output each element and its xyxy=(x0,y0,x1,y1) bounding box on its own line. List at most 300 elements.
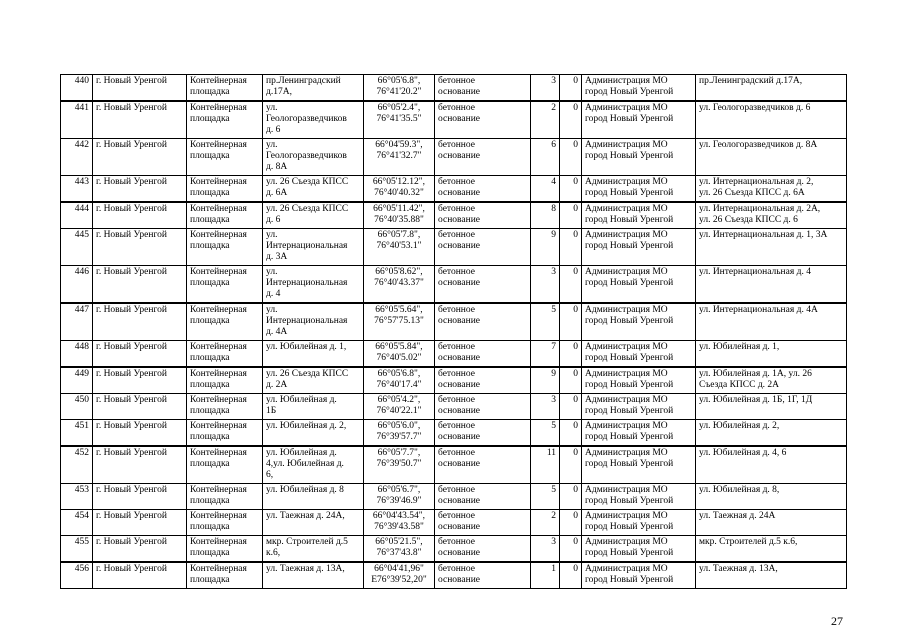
coordinates-cell xyxy=(364,394,435,420)
cell-line: ул. Таежная д. 13А, xyxy=(699,564,778,574)
cell-line: город Новый Уренгой xyxy=(585,432,674,442)
surface-cell xyxy=(435,341,531,368)
coordinates-cell xyxy=(364,341,435,368)
owner-cell xyxy=(582,176,696,203)
site-type-cell xyxy=(187,266,263,304)
cell-line: Администрация МО xyxy=(585,511,668,521)
surface-cell xyxy=(435,367,531,394)
surface-cell xyxy=(435,394,531,420)
waste-sources-cell xyxy=(696,229,847,266)
cell-line: мкр. Строителей д.5 xyxy=(266,537,348,547)
owner-cell xyxy=(582,367,696,394)
cell-line: д. 4А xyxy=(266,327,288,337)
city-cell: г. Новый Уренгой xyxy=(93,229,187,266)
coordinates-cell xyxy=(364,139,435,176)
cell-line: город Новый Уренгой xyxy=(585,151,674,161)
city-cell: г. Новый Уренгой xyxy=(93,394,187,420)
site-type-cell xyxy=(187,202,263,229)
cell-line: Администрация МО xyxy=(585,305,668,315)
cell-line: ул. xyxy=(266,230,278,240)
city-cell: г. Новый Уренгой xyxy=(93,266,187,304)
cell-line: бетонное xyxy=(438,564,475,574)
cell-line: Администрация МО xyxy=(585,177,668,187)
cell-line: Администрация МО xyxy=(585,204,668,214)
cell-line: город Новый Уренгой xyxy=(585,114,674,124)
container-count-cell: 3 xyxy=(531,75,560,102)
container-count-cell: 1 xyxy=(531,562,560,589)
cell-line: бетонное xyxy=(438,76,475,86)
cell-line: бетонное xyxy=(438,511,475,521)
cell-line: Администрация МО xyxy=(585,564,668,574)
table-row xyxy=(61,536,847,563)
table-row xyxy=(61,303,847,341)
cell-line: 76°40'53.1" xyxy=(376,241,422,251)
surface-cell xyxy=(435,562,531,589)
cell-line: Контейнерная xyxy=(190,564,247,574)
cell-line: 76°41'32.7" xyxy=(376,151,422,161)
volume-cell: 0 xyxy=(560,341,582,368)
surface-cell xyxy=(435,101,531,139)
surface-cell xyxy=(435,75,531,102)
address-cell xyxy=(263,303,364,341)
table-row xyxy=(61,341,847,368)
cell-line: 66°05'6.8", xyxy=(377,76,421,86)
waste-sources-cell xyxy=(696,510,847,536)
volume-cell: 0 xyxy=(560,139,582,176)
cell-line: 76°39'57.7" xyxy=(376,432,422,442)
cell-line: основание xyxy=(438,353,480,363)
owner-cell xyxy=(582,484,696,510)
waste-sources-cell xyxy=(696,139,847,176)
cell-line: Контейнерная xyxy=(190,421,247,431)
city-cell: г. Новый Уренгой xyxy=(93,367,187,394)
cell-line: площадка xyxy=(190,114,230,124)
cell-line: город Новый Уренгой xyxy=(585,459,674,469)
city-cell: г. Новый Уренгой xyxy=(93,484,187,510)
row-number-cell: 454 xyxy=(61,510,93,536)
address-cell xyxy=(263,101,364,139)
city-cell: г. Новый Уренгой xyxy=(93,446,187,484)
cell-line: E76°39'52,20" xyxy=(371,575,427,585)
cell-line: Контейнерная xyxy=(190,342,247,352)
cell-line: бетонное xyxy=(438,177,475,187)
row-number-cell: 451 xyxy=(61,420,93,447)
cell-line: ул. Юбилейная д. 8 xyxy=(266,485,344,495)
cell-line: 66°05'11.42", xyxy=(373,204,425,214)
address-cell xyxy=(263,229,364,266)
coordinates-cell xyxy=(364,484,435,510)
cell-line: пр.Ленинградский д.17А, xyxy=(699,76,803,86)
surface-cell xyxy=(435,176,531,203)
cell-line: ул. Юбилейная д. 4, 6 xyxy=(699,448,787,458)
site-type-cell xyxy=(187,75,263,102)
container-count-cell: 9 xyxy=(531,229,560,266)
city-cell: г. Новый Уренгой xyxy=(93,341,187,368)
surface-cell xyxy=(435,484,531,510)
owner-cell xyxy=(582,446,696,484)
city-cell: г. Новый Уренгой xyxy=(93,75,187,102)
cell-line: 66°05'6.0", xyxy=(377,421,421,431)
row-number-cell: 449 xyxy=(61,367,93,394)
owner-cell xyxy=(582,303,696,341)
container-count-cell: 11 xyxy=(531,446,560,484)
address-cell xyxy=(263,341,364,368)
cell-line: Администрация МО xyxy=(585,140,668,150)
volume-cell: 0 xyxy=(560,510,582,536)
table-row xyxy=(61,202,847,229)
surface-cell xyxy=(435,303,531,341)
owner-cell xyxy=(582,536,696,563)
volume-cell: 0 xyxy=(560,101,582,139)
cell-line: Контейнерная xyxy=(190,537,247,547)
cell-line: Контейнерная xyxy=(190,485,247,495)
cell-line: ул. Геологоразведчиков д. 6 xyxy=(699,103,811,113)
address-cell xyxy=(263,266,364,304)
row-number-cell: 440 xyxy=(61,75,93,102)
cell-line: мкр. Строителей д.5 к.6, xyxy=(699,537,798,547)
cell-line: Администрация МО xyxy=(585,537,668,547)
cell-line: пр.Ленинградский xyxy=(266,76,341,86)
waste-sources-cell xyxy=(696,202,847,229)
cell-line: город Новый Уренгой xyxy=(585,215,674,225)
cell-line: бетонное xyxy=(438,537,475,547)
cell-line: 66°05'6.7", xyxy=(377,485,421,495)
cell-line: Контейнерная xyxy=(190,305,247,315)
cell-line: ул. Юбилейная д. 1, xyxy=(266,342,347,352)
owner-cell xyxy=(582,139,696,176)
cell-line: ул. Интернациональная д. 2, xyxy=(699,177,814,187)
city-cell: г. Новый Уренгой xyxy=(93,176,187,203)
cell-line: основание xyxy=(438,114,480,124)
cell-line: площадка xyxy=(190,241,230,251)
surface-cell xyxy=(435,266,531,304)
owner-cell xyxy=(582,562,696,589)
city-cell: г. Новый Уренгой xyxy=(93,303,187,341)
cell-line: ул. Юбилейная д. 8, xyxy=(699,485,780,495)
cell-line: ул. Юбилейная д. xyxy=(266,448,337,458)
cell-line: 66°05'7.7", xyxy=(377,448,421,458)
address-cell xyxy=(263,484,364,510)
cell-line: город Новый Уренгой xyxy=(585,522,674,532)
cell-line: 66°05'21.5", xyxy=(375,537,423,547)
site-type-cell xyxy=(187,341,263,368)
cell-line: бетонное xyxy=(438,448,475,458)
container-count-cell: 5 xyxy=(531,303,560,341)
cell-line: Интернациональная xyxy=(266,316,348,326)
cell-line: площадка xyxy=(190,459,230,469)
site-type-cell xyxy=(187,101,263,139)
cell-line: город Новый Уренгой xyxy=(585,575,674,585)
cell-line: ул. Интернациональная д. 2А, xyxy=(699,204,821,214)
cell-line: 76°41'35.5" xyxy=(376,114,422,124)
row-number-cell: 452 xyxy=(61,446,93,484)
address-cell xyxy=(263,367,364,394)
cell-line: ул. Юбилейная д. 2, xyxy=(699,421,780,431)
address-cell xyxy=(263,420,364,447)
waste-sources-cell xyxy=(696,303,847,341)
row-number-cell: 455 xyxy=(61,536,93,563)
cell-line: ул. Юбилейная д. 1Б, 1Г, 1Д xyxy=(699,395,813,405)
coordinates-cell xyxy=(364,176,435,203)
coordinates-cell xyxy=(364,536,435,563)
cell-line: 76°40'5.02" xyxy=(376,353,422,363)
container-count-cell: 7 xyxy=(531,341,560,368)
table-row xyxy=(61,510,847,536)
cell-line: ул. Интернациональная д. 1, 3А xyxy=(699,230,828,240)
cell-line: Администрация МО xyxy=(585,448,668,458)
coordinates-cell xyxy=(364,229,435,266)
cell-line: 76°57'75.13" xyxy=(374,316,424,326)
row-number-cell: 441 xyxy=(61,101,93,139)
waste-sources-cell xyxy=(696,446,847,484)
site-type-cell xyxy=(187,229,263,266)
site-type-cell xyxy=(187,420,263,447)
coordinates-cell xyxy=(364,510,435,536)
cell-line: основание xyxy=(438,215,480,225)
cell-line: ул. 26 Съезда КПСС xyxy=(266,177,349,187)
cell-line: 66°05'4.2", xyxy=(377,395,421,405)
site-type-cell xyxy=(187,484,263,510)
row-number-cell: 444 xyxy=(61,202,93,229)
address-cell xyxy=(263,562,364,589)
city-cell: г. Новый Уренгой xyxy=(93,420,187,447)
owner-cell xyxy=(582,420,696,447)
volume-cell: 0 xyxy=(560,420,582,447)
waste-sources-cell xyxy=(696,420,847,447)
cell-line: Администрация МО xyxy=(585,230,668,240)
container-count-cell: 8 xyxy=(531,202,560,229)
address-cell xyxy=(263,75,364,102)
cell-line: площадка xyxy=(190,575,230,585)
row-number-cell: 446 xyxy=(61,266,93,304)
cell-line: город Новый Уренгой xyxy=(585,353,674,363)
row-number-cell: 443 xyxy=(61,176,93,203)
coordinates-cell xyxy=(364,303,435,341)
cell-line: бетонное xyxy=(438,103,475,113)
cell-line: площадка xyxy=(190,316,230,326)
cell-line: бетонное xyxy=(438,421,475,431)
registry-table xyxy=(60,74,847,589)
cell-line: основание xyxy=(438,548,480,558)
cell-line: 76°39'50.7" xyxy=(376,459,422,469)
address-cell xyxy=(263,176,364,203)
cell-line: Администрация МО xyxy=(585,369,668,379)
cell-line: Контейнерная xyxy=(190,511,247,521)
cell-line: 76°41'20.2" xyxy=(376,87,422,97)
cell-line: 66°04'41,96" xyxy=(374,564,424,574)
cell-line: Контейнерная xyxy=(190,395,247,405)
cell-line: площадка xyxy=(190,548,230,558)
container-count-cell: 2 xyxy=(531,101,560,139)
site-type-cell xyxy=(187,394,263,420)
container-count-cell: 4 xyxy=(531,176,560,203)
table-row xyxy=(61,75,847,102)
cell-line: площадка xyxy=(190,353,230,363)
cell-line: Администрация МО xyxy=(585,485,668,495)
cell-line: д. 2А xyxy=(266,380,288,390)
cell-line: 76°40'22.1" xyxy=(376,406,422,416)
cell-line: основание xyxy=(438,575,480,585)
cell-line: ул. Таежная д. 24А, xyxy=(266,511,345,521)
coordinates-cell xyxy=(364,562,435,589)
table-row xyxy=(61,394,847,420)
cell-line: Интернациональная xyxy=(266,241,348,251)
volume-cell: 0 xyxy=(560,202,582,229)
row-number-cell: 447 xyxy=(61,303,93,341)
cell-line: д. 6 xyxy=(266,215,281,225)
surface-cell xyxy=(435,139,531,176)
cell-line: 66°05'7.8", xyxy=(377,230,421,240)
surface-cell xyxy=(435,229,531,266)
cell-line: 76°40'35.88" xyxy=(374,215,424,225)
page-number: 27 xyxy=(831,614,843,628)
cell-line: город Новый Уренгой xyxy=(585,278,674,288)
container-count-cell: 3 xyxy=(531,394,560,420)
cell-line: площадка xyxy=(190,406,230,416)
cell-line: площадка xyxy=(190,188,230,198)
cell-line: 76°39'46.9" xyxy=(376,496,422,506)
cell-line: ул. Юбилейная д. 2, xyxy=(266,421,347,431)
cell-line: Администрация МО xyxy=(585,395,668,405)
cell-line: 66°04'43.54", xyxy=(372,511,426,521)
row-number-cell: 445 xyxy=(61,229,93,266)
row-number-cell: 456 xyxy=(61,562,93,589)
container-count-cell: 6 xyxy=(531,139,560,176)
cell-line: основание xyxy=(438,432,480,442)
waste-sources-cell xyxy=(696,101,847,139)
city-cell: г. Новый Уренгой xyxy=(93,101,187,139)
volume-cell: 0 xyxy=(560,176,582,203)
cell-line: Контейнерная xyxy=(190,140,247,150)
city-cell: г. Новый Уренгой xyxy=(93,562,187,589)
cell-line: 1Б xyxy=(266,406,277,416)
cell-line: площадка xyxy=(190,432,230,442)
cell-line: Контейнерная xyxy=(190,267,247,277)
cell-line: бетонное xyxy=(438,342,475,352)
site-type-cell xyxy=(187,510,263,536)
cell-line: ул. xyxy=(266,140,278,150)
address-cell xyxy=(263,139,364,176)
surface-cell xyxy=(435,446,531,484)
table-row xyxy=(61,562,847,589)
waste-sources-cell xyxy=(696,484,847,510)
surface-cell xyxy=(435,420,531,447)
cell-line: основание xyxy=(438,406,480,416)
cell-line: основание xyxy=(438,459,480,469)
site-type-cell xyxy=(187,367,263,394)
cell-line: ул. Юбилейная д. 1А, ул. 26 xyxy=(699,369,812,379)
cell-line: д. 6 xyxy=(266,125,281,135)
cell-line: бетонное xyxy=(438,395,475,405)
volume-cell: 0 xyxy=(560,446,582,484)
cell-line: основание xyxy=(438,316,480,326)
table-row xyxy=(61,176,847,203)
cell-line: 76°40'40.32" xyxy=(374,188,424,198)
cell-line: ул. xyxy=(266,267,278,277)
owner-cell xyxy=(582,229,696,266)
cell-line: Администрация МО xyxy=(585,103,668,113)
cell-line: Администрация МО xyxy=(585,76,668,86)
coordinates-cell xyxy=(364,202,435,229)
cell-line: город Новый Уренгой xyxy=(585,496,674,506)
cell-line: город Новый Уренгой xyxy=(585,87,674,97)
volume-cell: 0 xyxy=(560,266,582,304)
volume-cell: 0 xyxy=(560,562,582,589)
cell-line: 66°04'59.3", xyxy=(375,140,423,150)
container-count-cell: 3 xyxy=(531,266,560,304)
table-body xyxy=(61,75,847,589)
cell-line: ул. Таежная д. 13А, xyxy=(266,564,345,574)
cell-line: площадка xyxy=(190,496,230,506)
owner-cell xyxy=(582,75,696,102)
cell-line: ул. 26 Съезда КПСС д. 6 xyxy=(699,215,798,225)
cell-line: 6, xyxy=(266,470,274,480)
cell-line: 66°05'12.12", xyxy=(372,177,426,187)
waste-sources-cell xyxy=(696,176,847,203)
site-type-cell xyxy=(187,446,263,484)
cell-line: бетонное xyxy=(438,485,475,495)
cell-line: бетонное xyxy=(438,369,475,379)
cell-line: Геологоразведчиков xyxy=(266,151,347,161)
cell-line: Администрация МО xyxy=(585,421,668,431)
cell-line: 76°39'43.58" xyxy=(374,522,424,532)
owner-cell xyxy=(582,394,696,420)
cell-line: бетонное xyxy=(438,140,475,150)
city-cell: г. Новый Уренгой xyxy=(93,510,187,536)
coordinates-cell xyxy=(364,367,435,394)
site-type-cell xyxy=(187,303,263,341)
owner-cell xyxy=(582,510,696,536)
cell-line: основание xyxy=(438,241,480,251)
coordinates-cell xyxy=(364,420,435,447)
cell-line: основание xyxy=(438,496,480,506)
cell-line: ул. 26 Съезда КПСС xyxy=(266,204,349,214)
cell-line: город Новый Уренгой xyxy=(585,406,674,416)
cell-line: основание xyxy=(438,522,480,532)
cell-line: ул. Юбилейная д. 1, xyxy=(699,342,780,352)
cell-line: бетонное xyxy=(438,204,475,214)
container-count-cell: 9 xyxy=(531,367,560,394)
volume-cell: 0 xyxy=(560,229,582,266)
cell-line: 76°40'43.37" xyxy=(374,278,424,288)
coordinates-cell xyxy=(364,446,435,484)
cell-line: город Новый Уренгой xyxy=(585,316,674,326)
cell-line: Интернациональная xyxy=(266,278,348,288)
cell-line: Контейнерная xyxy=(190,103,247,113)
surface-cell xyxy=(435,510,531,536)
row-number-cell: 442 xyxy=(61,139,93,176)
owner-cell xyxy=(582,101,696,139)
row-number-cell: 453 xyxy=(61,484,93,510)
cell-line: ул. Таежная д. 24А xyxy=(699,511,776,521)
city-cell: г. Новый Уренгой xyxy=(93,202,187,229)
waste-sources-cell xyxy=(696,341,847,368)
cell-line: д.17А, xyxy=(266,87,292,97)
cell-line: д. 4 xyxy=(266,289,281,299)
cell-line: площадка xyxy=(190,87,230,97)
address-cell xyxy=(263,510,364,536)
site-type-cell xyxy=(187,176,263,203)
cell-line: ул. 26 Съезда КПСС д. 6А xyxy=(699,188,805,198)
cell-line: Контейнерная xyxy=(190,230,247,240)
owner-cell xyxy=(582,341,696,368)
cell-line: ул. Интернациональная д. 4 xyxy=(699,267,811,277)
cell-line: Контейнерная xyxy=(190,177,247,187)
volume-cell: 0 xyxy=(560,536,582,563)
row-number-cell: 448 xyxy=(61,341,93,368)
waste-sources-cell xyxy=(696,562,847,589)
row-number-cell: 450 xyxy=(61,394,93,420)
